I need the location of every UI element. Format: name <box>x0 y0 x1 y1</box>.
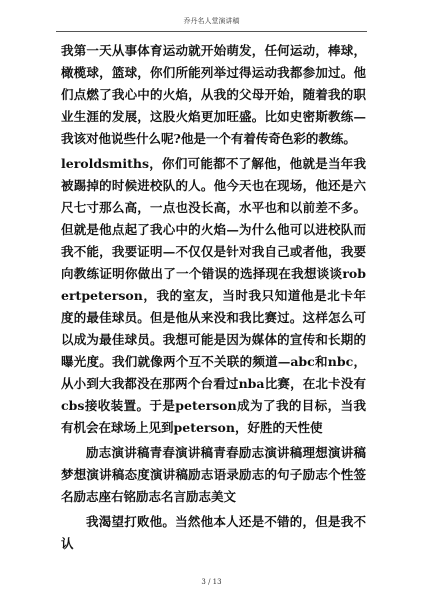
paragraph: 我渴望打败他。当然他本人还是不错的，但是我不认 <box>61 514 366 551</box>
header-divider <box>56 31 367 32</box>
page-number: 3 / 13 <box>201 578 222 586</box>
paragraph: 我第一天从事体育运动就开始萌发，任何运动，棒球，橄榄球，篮球，你们所能列举过得运动我都参加过。他们点燃了我心中的火焰，从我的父母开始，随着我的职业生涯的发展，这股火焰更加旺盛。比如史密斯教练—我该对他说些什么呢?他是一个有着传奇色彩的教练。 <box>61 43 366 146</box>
paragraph: 励志演讲稿青春演讲稿青春励志演讲稿理想演讲稿梦想演讲稿态度演讲稿励志语录励志的句子励志个性签名励志座右铭励志名言励志美文 <box>61 445 366 504</box>
page-header-title: 乔丹名人堂演讲稿 <box>183 17 240 25</box>
paragraph: leroldsmiths，你们可能都不了解他，他就是当年我被踢掉的时候进校队的人。他今天也在现场，他还是六尺七寸那么高，一点也没长高，水平也和以前差不多。但就是他点起了我心中的火焰—为什么他可以进校队而我不能，我要证明—不仅仅是针对我自己或者他，我要向教练证明你做出了一个错误的选择现在我想谈谈robertpeterson，我的室友，当时我只知道他是北卡年度的最佳球员。但是他从来没和我比赛过。这样怎么可以成为最佳球员。我想可能是因为媒体的宣传和长期的曝光度。我们就像两个互不关联的频道—abc和nbc，从小到大我都没在那两个台看过nba比赛，在北卡没有cbs接收装置。于是peterson成为了我的目标，当我有机会在球场上见到peterson，好胜的天性使 <box>61 156 366 435</box>
document-body <box>61 40 366 558</box>
